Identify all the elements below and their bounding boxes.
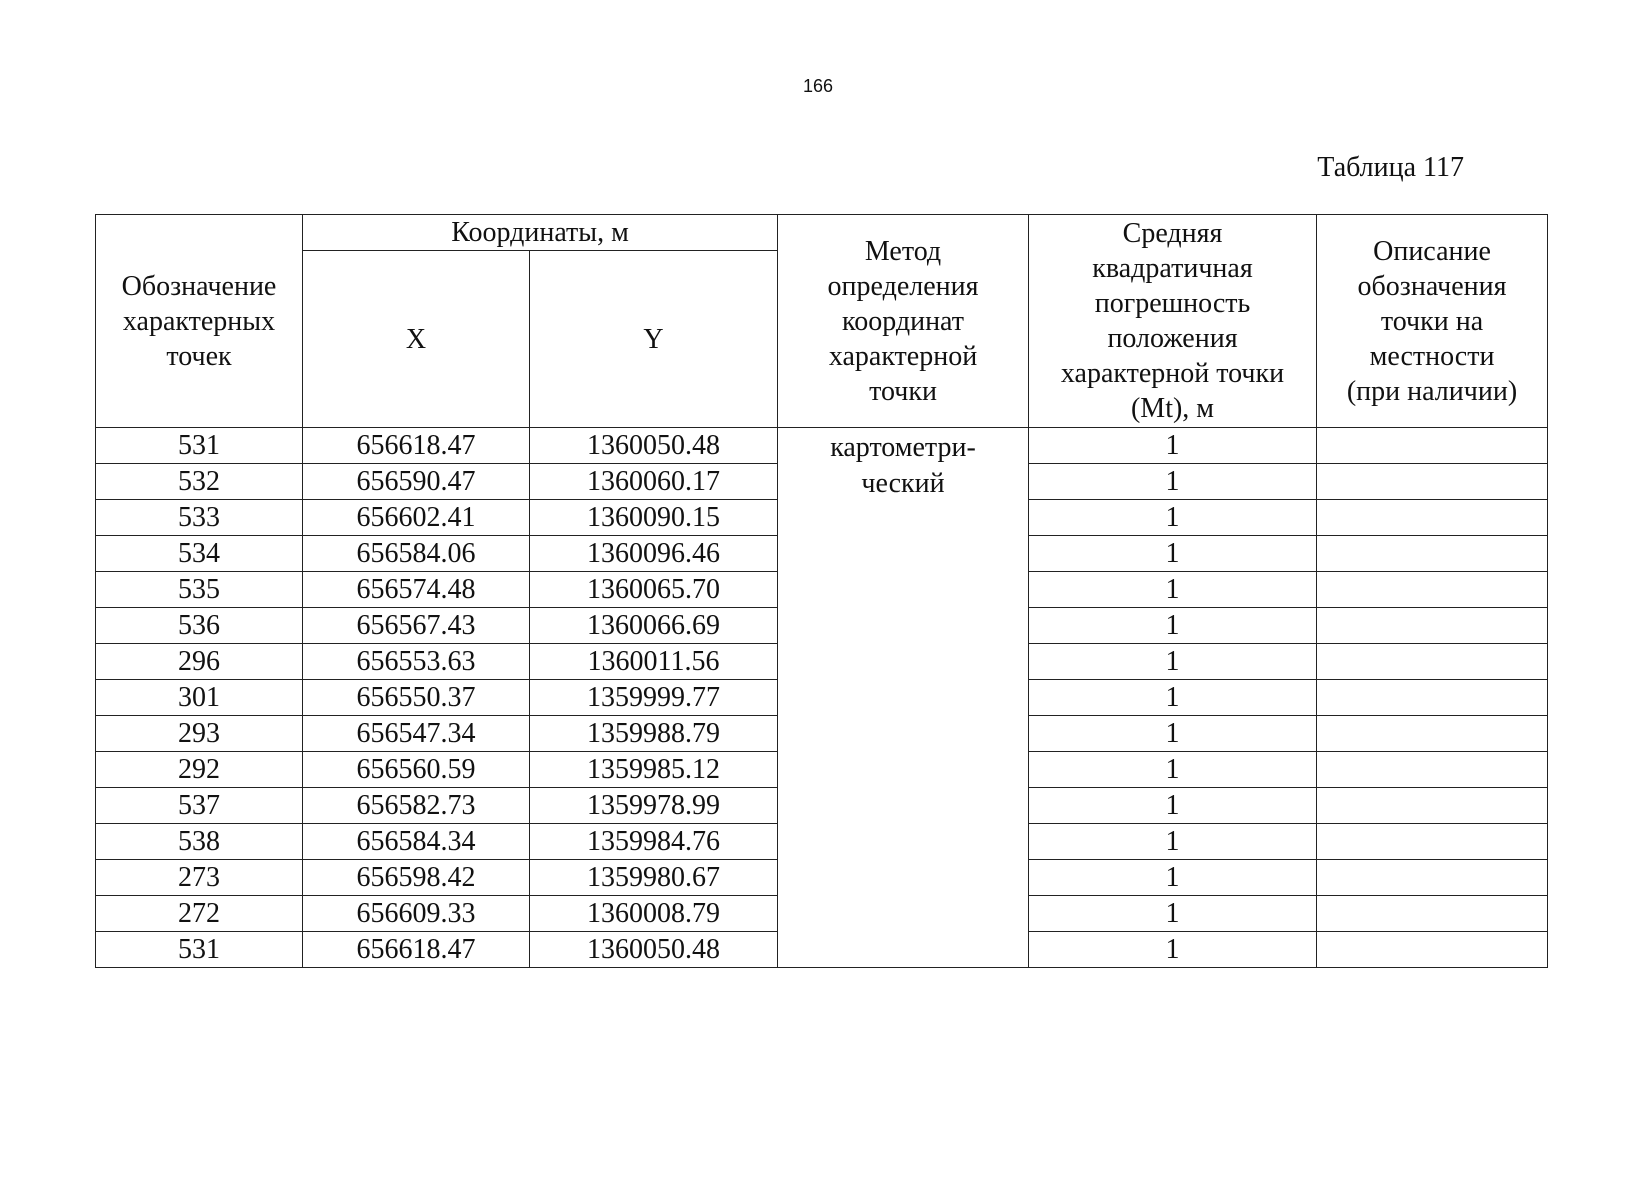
cell-description [1317,680,1548,716]
method-value: картометри- ческий [830,432,976,499]
cell-y: 1360065.70 [530,572,778,608]
cell-y: 1359978.99 [530,788,778,824]
cell-point: 301 [96,680,303,716]
coordinates-table [95,214,1548,968]
cell-mt: 1 [1029,896,1317,932]
header-x: X [303,251,530,428]
cell-point: 536 [96,608,303,644]
cell-x: 656547.34 [303,716,530,752]
cell-x: 656574.48 [303,572,530,608]
cell-description [1317,572,1548,608]
cell-x: 656582.73 [303,788,530,824]
cell-mt: 1 [1029,500,1317,536]
cell-description [1317,752,1548,788]
cell-y: 1359980.67 [530,860,778,896]
cell-point: 537 [96,788,303,824]
cell-mt: 1 [1029,752,1317,788]
cell-description [1317,716,1548,752]
header-y: Y [530,251,778,428]
cell-mt: 1 [1029,680,1317,716]
cell-y: 1359999.77 [530,680,778,716]
cell-mt: 1 [1029,536,1317,572]
cell-description [1317,464,1548,500]
cell-description [1317,824,1548,860]
cell-description [1317,536,1548,572]
cell-x: 656618.47 [303,428,530,464]
cell-mt: 1 [1029,824,1317,860]
cell-mt: 1 [1029,860,1317,896]
cell-description [1317,608,1548,644]
cell-mt: 1 [1029,464,1317,500]
cell-description [1317,788,1548,824]
table-body [96,428,1548,968]
cell-mt: 1 [1029,644,1317,680]
table-row [96,428,1548,464]
cell-y: 1360060.17 [530,464,778,500]
cell-y: 1360096.46 [530,536,778,572]
cell-y: 1360066.69 [530,608,778,644]
cell-point: 534 [96,536,303,572]
header-rms-error: Средняя квадратичная погрешность положения характерной точки (Mt), м [1029,215,1317,428]
header-point-designation: Обозначение характерных точек [96,215,303,428]
cell-point: 273 [96,860,303,896]
cell-point: 292 [96,752,303,788]
cell-y: 1360008.79 [530,896,778,932]
cell-x: 656567.43 [303,608,530,644]
cell-point: 293 [96,716,303,752]
cell-mt: 1 [1029,716,1317,752]
cell-x: 656609.33 [303,896,530,932]
cell-x: 656598.42 [303,860,530,896]
cell-description [1317,896,1548,932]
cell-y: 1359985.12 [530,752,778,788]
cell-y: 1360050.48 [530,428,778,464]
cell-description [1317,428,1548,464]
cell-description [1317,932,1548,968]
page-number: 166 [802,76,834,96]
cell-point: 533 [96,500,303,536]
header-description: Описание обозначения точки на местности (при наличии) [1317,215,1548,428]
cell-description [1317,500,1548,536]
cell-x: 656550.37 [303,680,530,716]
cell-y: 1360011.56 [530,644,778,680]
cell-mt: 1 [1029,932,1317,968]
cell-x: 656584.34 [303,824,530,860]
cell-point: 296 [96,644,303,680]
cell-x: 656560.59 [303,752,530,788]
cell-mt: 1 [1029,572,1317,608]
cell-point: 535 [96,572,303,608]
cell-point: 531 [96,428,303,464]
cell-point: 532 [96,464,303,500]
cell-y: 1360090.15 [530,500,778,536]
cell-point: 531 [96,932,303,968]
header-method: Метод определения координат характерной точки [778,215,1029,428]
table-caption: Таблица 117 [1317,152,1464,183]
cell-point: 272 [96,896,303,932]
cell-y: 1360050.48 [530,932,778,968]
cell-y: 1359988.79 [530,716,778,752]
cell-x: 656618.47 [303,932,530,968]
cell-mt: 1 [1029,428,1317,464]
cell-x: 656590.47 [303,464,530,500]
cell-description [1317,644,1548,680]
cell-method [778,428,1029,968]
cell-x: 656553.63 [303,644,530,680]
cell-x: 656584.06 [303,536,530,572]
cell-description [1317,860,1548,896]
cell-x: 656602.41 [303,500,530,536]
cell-y: 1359984.76 [530,824,778,860]
cell-mt: 1 [1029,788,1317,824]
cell-point: 538 [96,824,303,860]
cell-mt: 1 [1029,608,1317,644]
header-coordinates: Координаты, м [303,215,778,251]
